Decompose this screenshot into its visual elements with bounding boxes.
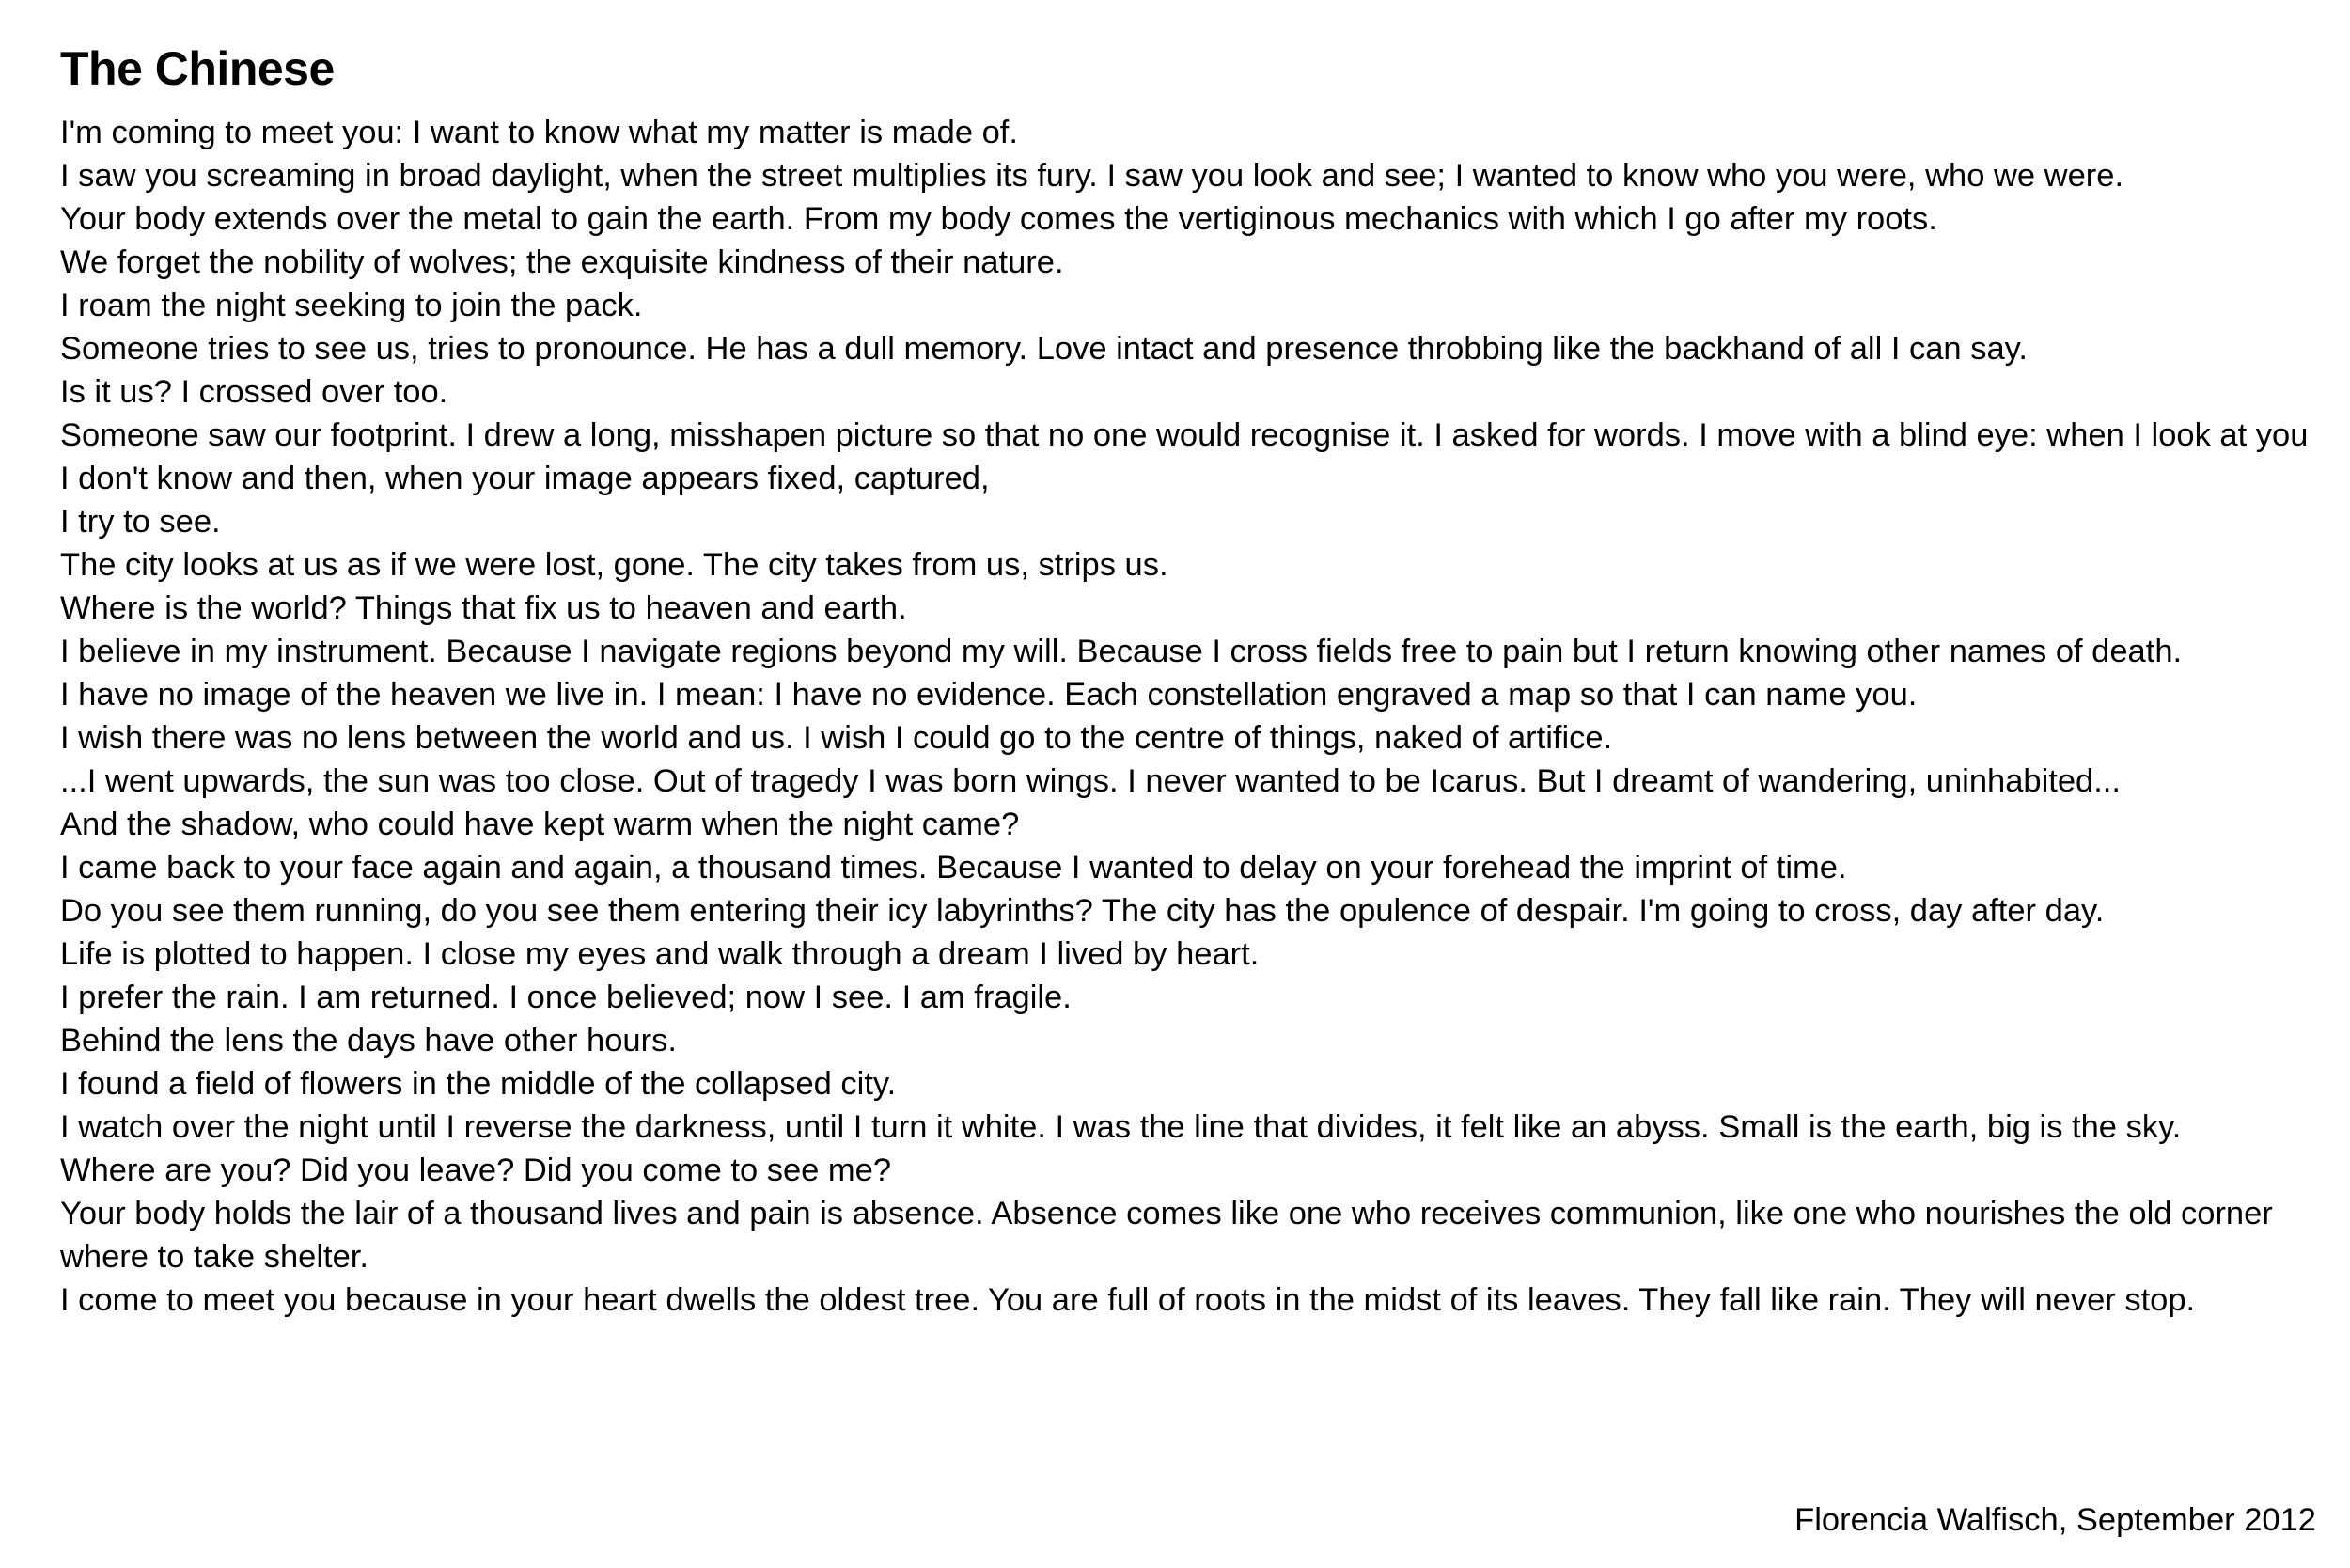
poem-body: [60, 111, 2326, 1322]
poem-line: I found a field of flowers in the middle of the collapsed city.: [60, 1066, 897, 1102]
poem-line: Life is plotted to happen. I close my eyes and walk through a dream I lived by heart.: [60, 936, 1260, 972]
poem-line: Your body holds the lair of a thousand lives and pain is absence. Absence comes like one who receives communion, like one who nourishes the old corner where to take shelter.: [60, 1196, 2273, 1275]
poem-line: We forget the nobility of wolves; the exquisite kindness of their nature.: [60, 244, 1064, 280]
poem-line: The city looks at us as if we were lost, gone. The city takes from us, strips us.: [60, 547, 1168, 583]
poem-line: I have no image of the heaven we live in. I mean: I have no evidence. Each constellation engraved a map so that I can name you.: [60, 677, 1918, 713]
poem-line: Behind the lens the days have other hours.: [60, 1023, 677, 1058]
poem-document: [60, 38, 2326, 1322]
author-signature: Florencia Walfisch, September 2012: [1794, 1502, 2316, 1538]
poem-line: Is it us? I crossed over too.: [60, 374, 448, 410]
poem-line: I roam the night seeking to join the pack.: [60, 288, 643, 323]
poem-line: I prefer the rain. I am returned. I once believed; now I see. I am fragile.: [60, 980, 1072, 1015]
poem-line: Someone tries to see us, tries to pronounce. He has a dull memory. Love intact and presence throbbing like the backhand of all I can say.: [60, 331, 2028, 367]
poem-line: I'm coming to meet you: I want to know what my matter is made of.: [60, 115, 1018, 150]
poem-line: I wish there was no lens between the world and us. I wish I could go to the centre of things, naked of artifice.: [60, 720, 1613, 756]
poem-line: I watch over the night until I reverse the darkness, until I turn it white. I was the line that divides, it felt like an abyss. Small is the earth, big is the sky.: [60, 1109, 2182, 1145]
poem-title: The Chinese: [60, 42, 335, 95]
poem-line: I come to meet you because in your heart dwells the oldest tree. You are full of roots in the midst of its leaves. They fall like rain. They will never stop.: [60, 1282, 2196, 1318]
poem-line: I try to see.: [60, 504, 221, 540]
poem-line: And the shadow, who could have kept warm when the night came?: [60, 807, 1020, 842]
poem-line: ...I went upwards, the sun was too close. Out of tragedy I was born wings. I never wanted to be Icarus. But I dreamt of wandering, uninhabited...: [60, 763, 2121, 799]
poem-line: I came back to your face again and again, a thousand times. Because I wanted to delay on your forehead the imprint of time.: [60, 850, 1847, 886]
poem-line: I believe in my instrument. Because I navigate regions beyond my will. Because I cross fields free to pain but I return knowing other names of death.: [60, 634, 2183, 669]
poem-line: Do you see them running, do you see them entering their icy labyrinths? The city has the opulence of despair. I'm going to cross, day after day.: [60, 893, 2105, 929]
poem-line: Your body extends over the metal to gain the earth. From my body comes the vertiginous mechanics with which I go after my roots.: [60, 201, 1937, 237]
poem-line: Someone saw our footprint. I drew a long, misshapen picture so that no one would recognise it. I asked for words. I move with a blind eye: when I look at you I don't know and then, when your image appears fixed, captured,: [60, 417, 2309, 496]
poem-line: Where are you? Did you leave? Did you come to see me?: [60, 1152, 892, 1188]
poem-line: I saw you screaming in broad daylight, when the street multiplies its fury. I saw you look and see; I wanted to know who you were, who we were.: [60, 158, 2124, 194]
poem-line: Where is the world? Things that fix us to heaven and earth.: [60, 590, 907, 626]
